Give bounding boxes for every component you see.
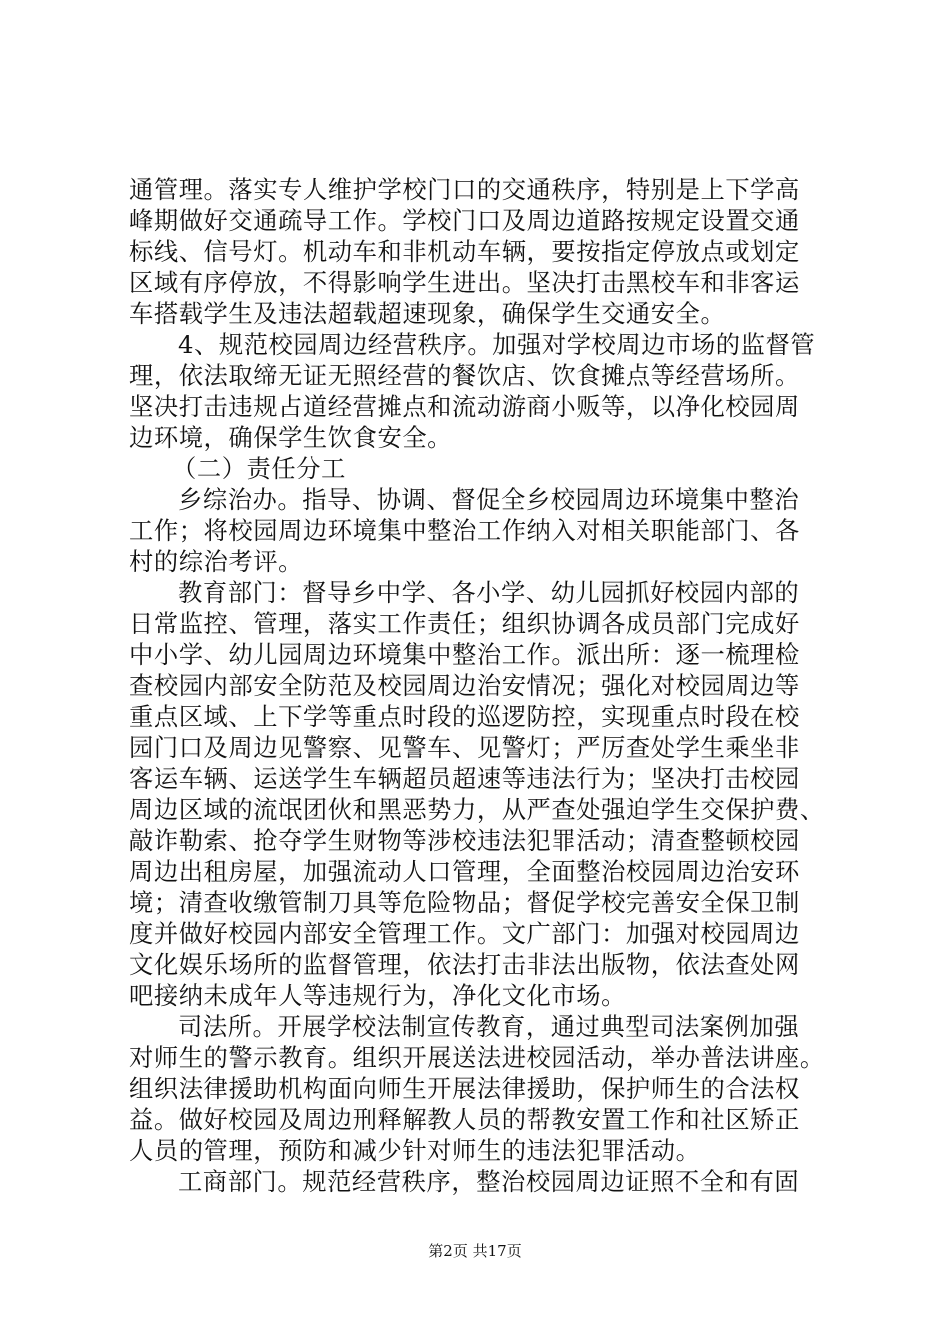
text-line: 车搭载学生及违法超载超速现象，确保学生交通安全。 [129,299,726,328]
text-line: 敲诈勒索、抢夺学生财物等涉校违法犯罪活动；清查整顿校园 [129,826,800,855]
text-line: 查校园内部安全防范及校园周边治安情况；强化对校园周边等 [129,671,800,700]
text-line: 峰期做好交通疏导工作。学校门口及周边道路按规定设置交通 [129,206,800,235]
text-line: 区域有序停放，不得影响学生进出。坚决打击黑校车和非客运 [129,268,800,297]
text-line: 标线、信号灯。机动车和非机动车辆，要按指定停放点或划定 [129,237,800,266]
text-line: 吧接纳未成年人等违规行为，净化文化市场。 [129,981,626,1010]
section-heading: （二）责任分工 [172,454,346,483]
text-line: 乡综治办。指导、协调、督促全乡校园周边环境集中整治 [178,485,800,514]
text-line: 边环境，确保学生饮食安全。 [129,423,453,452]
text-line: 司法所。开展学校法制宣传教育，通过典型司法案例加强 [178,1012,800,1041]
text-line: 日常监控、管理，落实工作责任；组织协调各成员部门完成好 [129,609,800,638]
text-line: 通管理。落实专人维护学校门口的交通秩序，特别是上下学高 [129,175,800,204]
text-line: 人员的管理，预防和减少针对师生的违法犯罪活动。 [129,1136,701,1165]
text-line: 工商部门。规范经营秩序，整治校园周边证照不全和有固 [178,1167,800,1196]
text-line: 重点区域、上下学等重点时段的巡逻防控，实现重点时段在校 [129,702,800,731]
page-footer [0,1241,950,1261]
page-number-label: 第2页 共17页 [428,1242,522,1260]
text-line: 客运车辆、运送学生车辆超员超速等违法行为；坚决打击校园 [129,764,800,793]
text-line: 4、规范校园周边经营秩序。加强对学校周边市场的监督管 [178,330,816,359]
text-line: 周边区域的流氓团伙和黑恶势力，从严查处强迫学生交保护费、 [129,795,825,824]
text-line: 度并做好校园内部安全管理工作。文广部门：加强对校园周边 [129,919,800,948]
text-line: 园门口及周边见警察、见警车、见警灯；严厉查处学生乘坐非 [129,733,800,762]
text-line: 坚决打击违规占道经营摊点和流动游商小贩等，以净化校园周 [129,392,800,421]
text-line: 文化娱乐场所的监督管理，依法打击非法出版物，依法查处网 [129,950,800,979]
text-line: 教育部门：督导乡中学、各小学、幼儿园抓好校园内部的 [178,578,800,607]
text-line: 村的综治考评。 [129,547,303,576]
text-line: 理，依法取缔无证无照经营的餐饮店、饮食摊点等经营场所。 [129,361,800,390]
text-line: 周边出租房屋，加强流动人口管理，全面整治校园周边治安环 [129,857,800,886]
text-line: 中小学、幼儿园周边环境集中整治工作。派出所：逐一梳理检 [129,640,800,669]
text-line: 工作；将校园周边环境集中整治工作纳入对相关职能部门、各 [129,516,800,545]
text-line: 组织法律援助机构面向师生开展法律援助，保护师生的合法权 [129,1074,800,1103]
text-line: 对师生的警示教育。组织开展送法进校园活动，举办普法讲座。 [129,1043,825,1072]
text-line: 境；清查收缴管制刀具等危险物品；督促学校完善安全保卫制 [129,888,800,917]
text-line: 益。做好校园及周边刑释解教人员的帮教安置工作和社区矫正 [129,1105,800,1134]
